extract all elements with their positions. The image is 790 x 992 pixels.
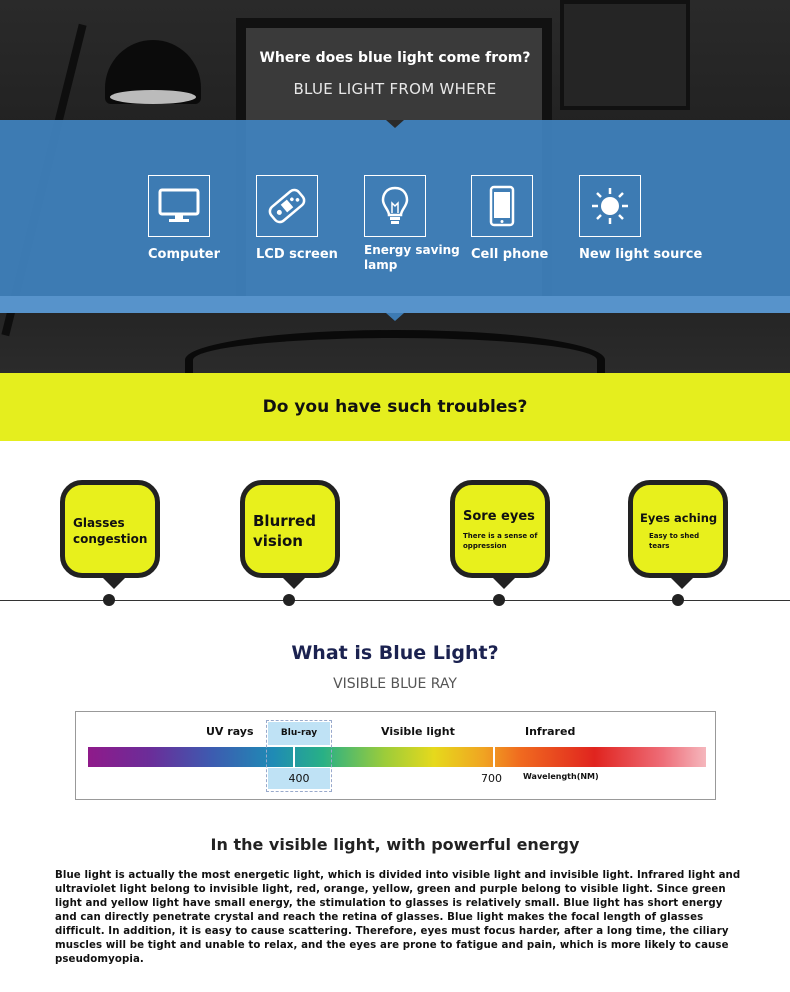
energy-paragraph: Blue light is actually the most energetic light, which is divided into visible light and invisible light. Infrared light and ultraviolet light belong to invisible light, red, orange, yellow, green and purple belong to visible light. Since green light and yellow light have small energy, the stimulation to glasses is relatively small. Blue light has short energy and can directly penetrate crystal and reach the retina of glasses. Blue light makes the focal length of glasses difficult. In addition, it is easy to cause scattering. Therefore, eyes must focus harder, after a long time, the ciliary muscles will be tight and unable to relax, and the eyes are prone to fatigue and pain, which is more likely to cause pseudomyopia.: [55, 870, 741, 965]
source-label: New light source: [579, 247, 703, 262]
trouble-title: Eyes aching: [640, 511, 718, 525]
lightbulb-icon: [380, 185, 410, 227]
game-console-icon: [266, 185, 308, 227]
hero-title: Where does blue light come from?: [259, 50, 531, 66]
blue-light-subtitle: VISIBLE BLUE RAY: [333, 676, 457, 692]
timeline-dot: [672, 594, 684, 606]
trouble-card: [60, 480, 160, 578]
card-pointer: [671, 578, 693, 589]
notch-top: [386, 120, 404, 128]
sources-band: [0, 120, 790, 313]
card-pointer: [493, 578, 515, 589]
infrared-label: Infrared: [525, 725, 576, 738]
source-label: Cell phone: [471, 247, 549, 262]
cell-phone-icon: [489, 185, 515, 227]
source-label: LCD screen: [256, 247, 338, 262]
energy-title: In the visible light, with powerful energy: [210, 835, 580, 854]
troubles-heading: Do you have such troubles?: [262, 397, 528, 417]
trouble-card: [450, 480, 550, 578]
trouble-title: Blurred vision: [253, 512, 316, 550]
sun-icon: [589, 185, 631, 227]
tick-700: [493, 747, 495, 767]
bluray-label: Blu-ray: [268, 722, 330, 745]
visible-label: Visible light: [381, 725, 455, 738]
trouble-title: Sore eyes: [463, 509, 535, 524]
trouble-card: [240, 480, 340, 578]
monitor-icon: [158, 187, 200, 225]
source-label: Computer: [148, 247, 221, 262]
card-pointer: [283, 578, 305, 589]
uv-label: UV rays: [206, 725, 254, 738]
timeline-dot: [103, 594, 115, 606]
trouble-note: Easy to shed tears: [649, 532, 700, 550]
chair-back: [185, 330, 605, 373]
trouble-note: There is a sense of oppression: [463, 532, 538, 550]
wavelength-700: 700: [481, 772, 502, 785]
band-stripe: [0, 296, 790, 313]
trouble-title: Glasses congestion: [73, 516, 148, 546]
trouble-card: [628, 480, 728, 578]
source-label: Energy saving lamp: [364, 243, 460, 272]
source-new-light: [579, 175, 702, 262]
timeline-dot: [493, 594, 505, 606]
timeline-dot: [283, 594, 295, 606]
source-computer: [148, 175, 220, 262]
hero-subtitle: BLUE LIGHT FROM WHERE: [293, 80, 497, 98]
blue-light-title: What is Blue Light?: [291, 642, 499, 664]
card-pointer: [103, 578, 125, 589]
wavelength-unit: Wavelength(NM): [523, 772, 599, 781]
notch-bottom: [386, 313, 404, 321]
hero-section: [0, 0, 790, 373]
source-lamp: [364, 175, 464, 273]
source-lcd: [256, 175, 338, 262]
troubles-banner: [0, 373, 790, 441]
wavelength-400: 400: [268, 768, 330, 789]
source-phone: [471, 175, 548, 262]
bluray-highlight: [266, 720, 332, 792]
spectrum-bar: [88, 747, 706, 767]
